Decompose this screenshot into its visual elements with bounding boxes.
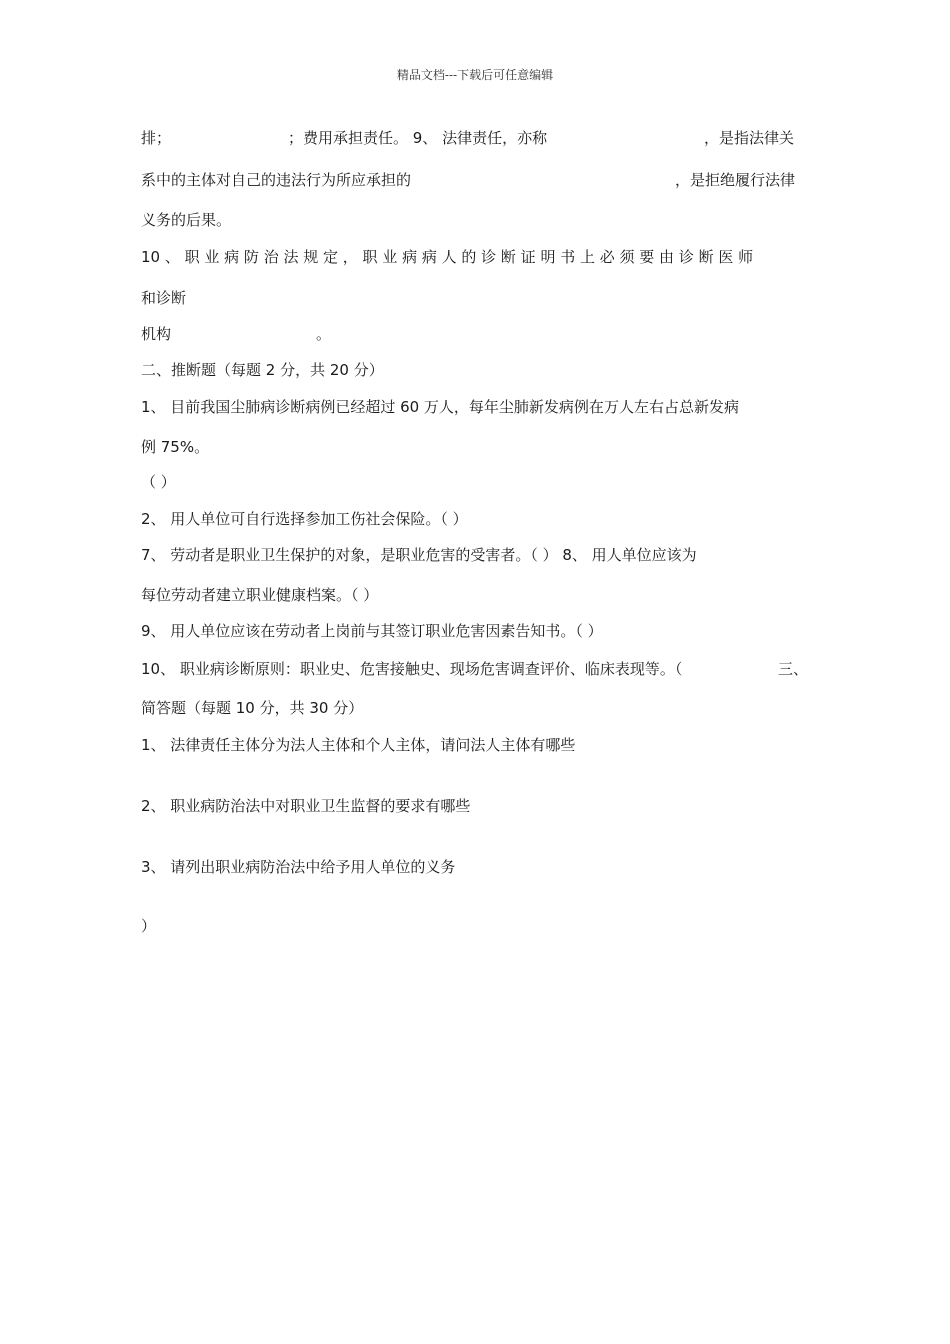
question-2: 2、 用人单位可自行选择参加工伤社会保险。（ ） [141,510,468,528]
line-4: 10 、 职 业 病 防 治 法 规 定 ， 职 业 病 病 人 的 诊 断 证 明 书 上 必 须 要 由 诊 断 医 师 [141,248,754,266]
question-1-cont: 例 75%。 [141,438,210,456]
line-2-end: ，是拒绝履行法律 [675,171,796,189]
line-5: 和诊断 [141,289,187,307]
line-6 [141,324,332,344]
line-1 [141,128,795,148]
question-1: 1、 目前我国尘肺病诊断病例已经超过 60 万人，每年尘肺新发病例在万人左右占总新发病 [141,398,739,416]
question-7-8: 7、 劳动者是职业卫生保护的对象，是职业危害的受害者。（ ） 8、 用人单位应该为 [141,546,697,564]
section-2-heading: 二、推断题（每题 2 分，共 20 分） [141,361,384,379]
closing-bracket: ） [141,917,157,935]
section-3-number: 三、 [778,660,809,678]
question-10 [141,659,809,679]
line-3: 义务的后果。 [141,211,232,229]
line-6-end: 。 [316,325,332,343]
line-2-start: 系中的主体对自己的违法行为所应承担的 [141,171,412,189]
answer-bracket-1: （ ） [141,473,176,491]
line-6-start: 机构 [141,325,172,343]
page-header: 精品文档---下载后可任意编辑 [396,68,554,82]
line-1-middle: ；费用承担责任。 9、 法律责任，亦称 [288,129,548,147]
line-1-start: 排； [141,129,172,147]
short-question-2: 2、 职业病防治法中对职业卫生监督的要求有哪些 [141,797,471,815]
short-question-3: 3、 请列出职业病防治法中给予用人单位的义务 [141,858,456,876]
short-question-1: 1、 法律责任主体分为法人主体和个人主体，请问法人主体有哪些 [141,736,576,754]
line-1-end: ，是指法律关 [704,129,795,147]
question-8-cont: 每位劳动者建立职业健康档案。（ ） [141,586,379,604]
line-2 [141,170,796,190]
question-9: 9、 用人单位应该在劳动者上岗前与其签订职业危害因素告知书。（ ） [141,622,603,640]
section-3-heading: 简答题（每题 10 分，共 30 分） [141,699,364,717]
question-10-text: 10、 职业病诊断原则：职业史、危害接触史、现场危害调查评价、临床表现等。（ [141,660,683,678]
